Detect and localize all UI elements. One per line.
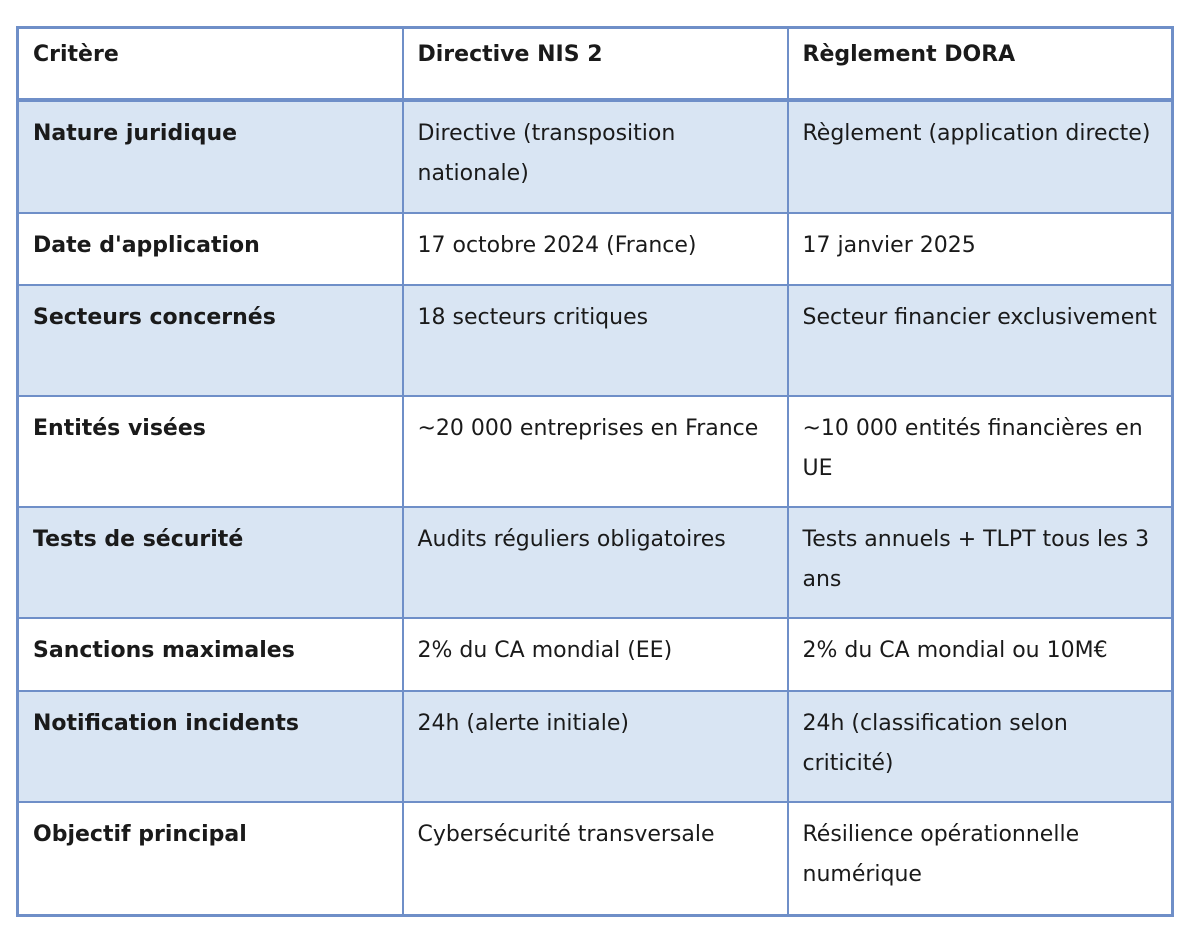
dora-cell: 17 janvier 2025 bbox=[788, 213, 1173, 285]
nis2-cell: 24h (alerte initiale) bbox=[403, 691, 788, 802]
nis2-cell: ~20 000 entreprises en France bbox=[403, 396, 788, 507]
criterion-cell: Nature juridique bbox=[18, 100, 403, 213]
nis2-cell: 18 secteurs critiques bbox=[403, 285, 788, 396]
nis2-cell: 17 octobre 2024 (France) bbox=[403, 213, 788, 285]
header-critere: Critère bbox=[18, 28, 403, 100]
criterion-cell: Entités visées bbox=[18, 396, 403, 507]
table-row bbox=[18, 100, 1173, 213]
table-row bbox=[18, 213, 1173, 285]
table-row bbox=[18, 285, 1173, 396]
criterion-cell: Sanctions maximales bbox=[18, 618, 403, 691]
dora-cell: ~10 000 entités financières en UE bbox=[788, 396, 1173, 507]
criterion-cell: Tests de sécurité bbox=[18, 507, 403, 618]
dora-cell: 24h (classification selon criticité) bbox=[788, 691, 1173, 802]
table-row bbox=[18, 802, 1173, 916]
dora-cell: 2% du CA mondial ou 10M€ bbox=[788, 618, 1173, 691]
table-row bbox=[18, 396, 1173, 507]
criterion-cell: Objectif principal bbox=[18, 802, 403, 916]
header-dora: Règlement DORA bbox=[788, 28, 1173, 100]
criterion-cell: Notification incidents bbox=[18, 691, 403, 802]
nis2-cell: Directive (transposition nationale) bbox=[403, 100, 788, 213]
header-nis2: Directive NIS 2 bbox=[403, 28, 788, 100]
header-row bbox=[18, 28, 1173, 100]
criterion-cell: Date d'application bbox=[18, 213, 403, 285]
table-row bbox=[18, 618, 1173, 691]
nis2-cell: Cybersécurité transversale bbox=[403, 802, 788, 916]
nis2-cell: Audits réguliers obligatoires bbox=[403, 507, 788, 618]
nis2-cell: 2% du CA mondial (EE) bbox=[403, 618, 788, 691]
dora-cell: Règlement (application directe) bbox=[788, 100, 1173, 213]
dora-cell: Tests annuels + TLPT tous les 3 ans bbox=[788, 507, 1173, 618]
dora-cell: Secteur financier exclusivement bbox=[788, 285, 1173, 396]
dora-cell: Résilience opérationnelle numérique bbox=[788, 802, 1173, 916]
criterion-cell: Secteurs concernés bbox=[18, 285, 403, 396]
table-row bbox=[18, 507, 1173, 618]
table-row bbox=[18, 691, 1173, 802]
comparison-table bbox=[16, 26, 1174, 917]
